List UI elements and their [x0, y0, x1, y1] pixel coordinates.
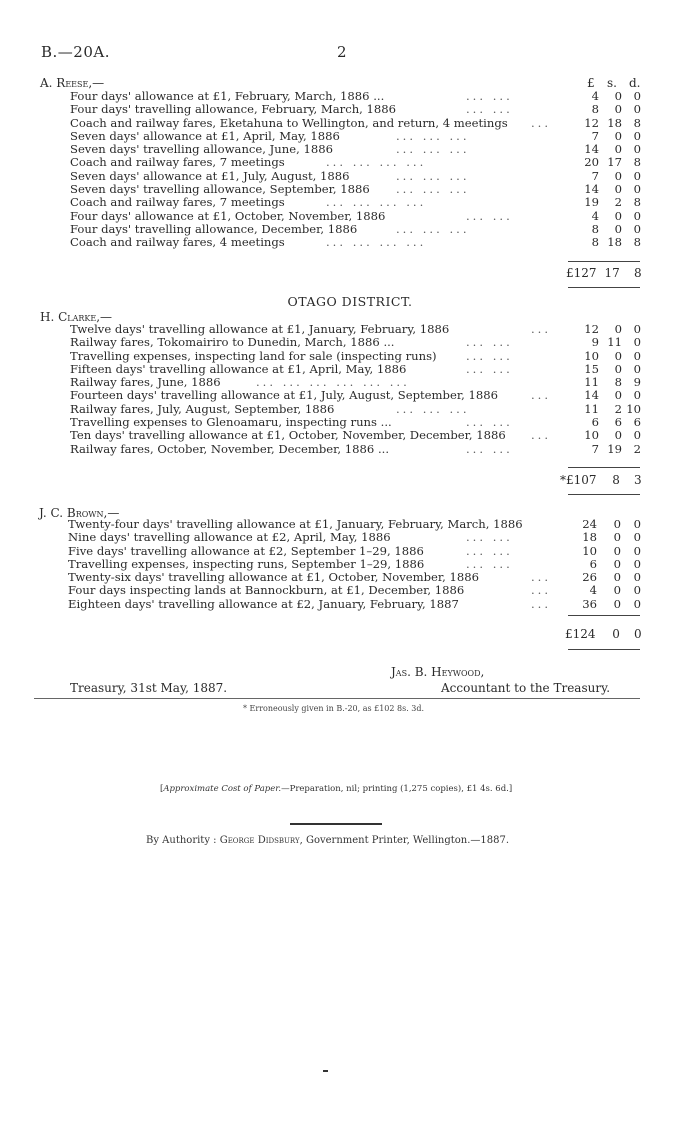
row-pounds: 7 — [591, 128, 599, 143]
row-description: Fourteen days' travelling allowance at £1, July, August, September, 1886 — [70, 388, 498, 403]
row-pence: 9 — [633, 375, 641, 390]
row-pounds: 11 — [584, 375, 599, 390]
row-pounds: 14 — [584, 182, 599, 197]
cost-note — [160, 784, 512, 794]
district-heading: OTAGO DISTRICT. — [287, 294, 413, 309]
row-description: Eighteen days' travelling allowance at £2, January, February, 1887 — [68, 596, 459, 611]
row-pounds: 4 — [591, 89, 599, 103]
row-pence: 0 — [633, 102, 641, 117]
row-shillings: 0 — [614, 102, 622, 117]
table-row — [0, 584, 700, 597]
row-pence: 0 — [633, 583, 641, 598]
row-pence: 10 — [626, 401, 641, 416]
row-pounds: 8 — [591, 235, 599, 250]
row-pounds: 8 — [591, 221, 599, 236]
row-leader-dots: ... — [531, 428, 552, 443]
row-leader-dots: ... — [531, 583, 552, 598]
row-pence: 6 — [633, 415, 641, 430]
row-description: Coach and railway fares, 7 meetings — [70, 155, 285, 170]
row-pounds: 19 — [584, 195, 599, 210]
row-description: Coach and railway fares, 7 meetings — [70, 195, 285, 210]
brown-rows — [0, 518, 700, 611]
table-row — [0, 103, 700, 116]
row-pounds: 15 — [584, 361, 599, 376]
row-leader-dots: ... ... — [466, 89, 513, 103]
row-description: Railway fares, October, November, December, 1886 ... — [70, 441, 390, 456]
row-description: Twelve days' travelling allowance at £1, January, February, 1886 — [70, 322, 450, 336]
row-shillings: 0 — [614, 168, 622, 183]
row-description: Ten days' travelling allowance at £1, October, November, December, 1886 — [70, 428, 506, 443]
total-rule — [568, 649, 640, 650]
row-leader-dots: ... ... ... — [396, 168, 470, 183]
page-number: 2 — [337, 43, 347, 61]
row-leader-dots: ... ... — [466, 335, 513, 350]
row-description: Seven days' allowance at £1, July, August, 1886 — [70, 168, 350, 183]
clarke-rows — [0, 323, 700, 456]
row-description: Four days' allowance at £1, October, November, 1886 — [70, 208, 386, 223]
row-pence: 0 — [633, 556, 641, 571]
row-shillings: 0 — [614, 361, 622, 376]
row-description: Coach and railway fares, Eketahuna to Wellington, and return, 4 meetings — [70, 115, 508, 130]
subtotal-rule — [568, 467, 640, 468]
total-pounds: *£107 — [560, 473, 597, 487]
subtotal-rule — [568, 261, 640, 262]
row-pounds: 10 — [582, 543, 597, 558]
row-description: Railway fares, July, August, September, 1886 — [70, 401, 335, 416]
table-row — [0, 90, 700, 103]
row-shillings: 0 — [614, 428, 622, 443]
column-head-shillings: s. — [607, 76, 617, 90]
table-row — [0, 183, 700, 196]
signatory-name: Jas. B. Heywood, — [391, 665, 485, 679]
table-row — [0, 336, 700, 349]
row-description: Four days' allowance at £1, February, March, 1886 ... — [70, 89, 385, 103]
row-pence: 0 — [633, 570, 641, 585]
table-row — [0, 117, 700, 130]
row-shillings: 18 — [607, 235, 622, 250]
row-shillings: 6 — [614, 415, 622, 430]
row-pence: 2 — [633, 441, 641, 456]
row-leader-dots: ... ... — [466, 530, 513, 545]
printer-authority — [146, 835, 509, 846]
row-shillings: 0 — [614, 388, 622, 403]
row-leader-dots: ... — [531, 322, 552, 336]
authority-rule — [290, 823, 382, 825]
row-shillings: 0 — [613, 517, 621, 531]
row-leader-dots: ... ... ... — [396, 142, 470, 157]
row-shillings: 8 — [614, 375, 622, 390]
reese-rows — [0, 90, 700, 250]
row-shillings: 0 — [613, 596, 621, 611]
table-row — [0, 196, 700, 209]
column-head-pence: d. — [629, 76, 641, 90]
cost-close-bracket: ] — [508, 784, 513, 794]
row-description: Four days' travelling allowance, February, March, 1886 — [70, 102, 397, 117]
row-description: Travelling expenses, inspecting land for sale (inspecting runs) — [70, 348, 437, 363]
printer-name: George Didsbury — [219, 835, 300, 846]
row-shillings: 0 — [614, 182, 622, 197]
authority-rest: , Government Printer, Wellington.—1887. — [299, 835, 510, 846]
row-leader-dots: ... ... ... — [396, 128, 470, 143]
row-pence: 8 — [633, 115, 641, 130]
row-pence: 0 — [633, 388, 641, 403]
table-row — [0, 389, 700, 402]
table-row — [0, 416, 700, 429]
row-shillings: 0 — [614, 208, 622, 223]
total-pence: 0 — [634, 627, 642, 641]
row-description: Fifteen days' travelling allowance at £1, April, May, 1886 — [70, 361, 407, 376]
row-leader-dots: ... ... ... ... — [326, 195, 427, 210]
cost-open-bracket: [ — [160, 784, 164, 794]
section-total-clarke — [560, 473, 642, 487]
table-row — [0, 363, 700, 376]
row-leader-dots: ... ... — [466, 361, 513, 376]
row-pounds: 18 — [582, 530, 597, 545]
row-pence: 0 — [633, 322, 641, 336]
row-description: Coach and railway fares, 4 meetings — [70, 235, 285, 250]
section-total-reese — [566, 266, 642, 280]
row-pounds: 10 — [584, 428, 599, 443]
table-row — [0, 350, 700, 363]
row-pence: 0 — [633, 348, 641, 363]
table-row — [0, 545, 700, 558]
row-shillings: 0 — [613, 556, 621, 571]
row-shillings: 2 — [614, 195, 622, 210]
row-leader-dots: ... ... — [466, 441, 513, 456]
row-shillings: 11 — [607, 335, 622, 350]
row-pence: 0 — [633, 596, 641, 611]
table-row — [0, 531, 700, 544]
row-pounds: 12 — [584, 115, 599, 130]
signatory-title: Accountant to the Treasury. — [441, 681, 611, 695]
cost-note-text: —Preparation, nil; printing (1,275 copies), £1 4s. 6d. — [281, 784, 509, 794]
total-rule — [568, 287, 640, 288]
total-pounds: £127 — [566, 266, 597, 280]
row-leader-dots: ... ... ... ... ... ... — [256, 375, 410, 390]
row-description: Travelling expenses to Glenoamaru, inspecting runs ... — [70, 415, 392, 430]
row-description: Seven days' travelling allowance, September, 1886 — [70, 182, 370, 197]
row-pounds: 7 — [591, 441, 599, 456]
row-description: Four days' travelling allowance, December, 1886 — [70, 221, 358, 236]
total-shillings: 17 — [604, 266, 620, 280]
row-pounds: 14 — [584, 142, 599, 157]
row-description: Twenty-four days' travelling allowance at £1, January, February, March, 1886 — [68, 517, 523, 531]
row-description: Seven days' allowance at £1, April, May, 1886 — [70, 128, 340, 143]
table-row — [0, 156, 700, 169]
row-leader-dots: ... — [531, 570, 552, 585]
row-description: Five days' travelling allowance at £2, September 1–29, 1886 — [68, 543, 424, 558]
document-reference: B.—20A. — [41, 43, 110, 61]
table-row — [0, 518, 700, 531]
table-row — [0, 429, 700, 442]
row-pence: 0 — [633, 142, 641, 157]
section-name-brown: J. C. Brown,— — [39, 506, 120, 520]
footnote-rule — [34, 698, 640, 699]
row-pounds: 4 — [591, 208, 599, 223]
row-description: Seven days' travelling allowance, June, 1886 — [70, 142, 333, 157]
row-pence: 0 — [633, 208, 641, 223]
row-pounds: 6 — [589, 556, 597, 571]
row-pounds: 14 — [584, 388, 599, 403]
row-leader-dots: ... ... — [466, 415, 513, 430]
total-shillings: 8 — [612, 473, 620, 487]
row-shillings: 0 — [613, 543, 621, 558]
row-description: Railway fares, June, 1886 — [70, 375, 221, 390]
table-row — [0, 143, 700, 156]
row-description: Nine days' travelling allowance at £2, April, May, 1886 — [68, 530, 391, 545]
row-pounds: 4 — [589, 583, 597, 598]
table-row — [0, 598, 700, 611]
row-shillings: 0 — [613, 530, 621, 545]
row-leader-dots: ... ... — [466, 348, 513, 363]
column-head-pounds: £ — [587, 76, 595, 90]
row-shillings: 2 — [614, 401, 622, 416]
row-leader-dots: ... — [531, 596, 552, 611]
row-pence: 8 — [633, 155, 641, 170]
row-pence: 0 — [633, 543, 641, 558]
row-leader-dots: ... ... ... ... — [326, 235, 427, 250]
row-pence: 0 — [633, 168, 641, 183]
table-row — [0, 403, 700, 416]
row-pounds: 12 — [584, 322, 599, 336]
row-leader-dots: ... ... — [466, 102, 513, 117]
row-leader-dots: ... — [531, 115, 552, 130]
row-pence: 0 — [633, 182, 641, 197]
table-row — [0, 443, 700, 456]
total-shillings: 0 — [612, 627, 620, 641]
total-pence: 8 — [634, 266, 642, 280]
row-shillings: 0 — [614, 89, 622, 103]
row-description: Travelling expenses, inspecting runs, September 1–29, 1886 — [68, 556, 425, 571]
table-row — [0, 223, 700, 236]
section-name-clarke: H. Clarke,— — [40, 310, 113, 324]
row-shillings: 0 — [614, 128, 622, 143]
row-pounds: 9 — [591, 335, 599, 350]
cost-note-label: Approximate Cost of Paper. — [163, 784, 282, 794]
row-shillings: 0 — [614, 142, 622, 157]
table-row — [0, 170, 700, 183]
row-leader-dots: ... ... ... ... — [326, 155, 427, 170]
row-pounds: 8 — [591, 102, 599, 117]
row-pence: 0 — [633, 128, 641, 143]
row-description: Railway fares, Tokomairiro to Dunedin, March, 1886 ... — [70, 335, 395, 350]
table-row — [0, 558, 700, 571]
row-pounds: 36 — [582, 596, 597, 611]
print-speck — [323, 1070, 328, 1072]
section-total-brown — [565, 627, 642, 641]
row-pounds: 11 — [584, 401, 599, 416]
table-row — [0, 571, 700, 584]
row-leader-dots: ... ... — [466, 543, 513, 558]
row-description: Four days inspecting lands at Bannockburn, at £1, December, 1886 — [68, 583, 465, 598]
table-row — [0, 130, 700, 143]
row-shillings: 0 — [614, 221, 622, 236]
row-shillings: 17 — [607, 155, 622, 170]
table-row — [0, 210, 700, 223]
row-pence: 0 — [633, 428, 641, 443]
row-leader-dots: ... ... ... — [396, 182, 470, 197]
date-line: Treasury, 31st May, 1887. — [70, 681, 228, 695]
row-leader-dots: ... ... — [466, 208, 513, 223]
row-pence: 0 — [633, 530, 641, 545]
row-shillings: 0 — [614, 348, 622, 363]
row-pence: 8 — [633, 195, 641, 210]
row-pounds: 26 — [582, 570, 597, 585]
row-pence: 0 — [633, 221, 641, 236]
total-pence: 3 — [634, 473, 642, 487]
row-shillings: 18 — [607, 115, 622, 130]
row-pounds: 20 — [584, 155, 599, 170]
row-pounds: 24 — [582, 517, 597, 531]
authority-prefix: By Authority : — [146, 835, 220, 846]
footnote: * Erroneously given in B.-20, as £102 8s. 3d. — [243, 704, 425, 713]
table-row — [0, 236, 700, 249]
row-leader-dots: ... ... ... — [396, 401, 470, 416]
subtotal-rule — [568, 615, 640, 616]
row-description: Twenty-six days' travelling allowance at £1, October, November, 1886 — [68, 570, 480, 585]
row-pounds: 7 — [591, 168, 599, 183]
row-leader-dots: ... — [531, 388, 552, 403]
row-leader-dots: ... ... — [466, 556, 513, 571]
row-pounds: 10 — [584, 348, 599, 363]
row-leader-dots: ... ... ... — [396, 221, 470, 236]
row-shillings: 0 — [613, 583, 621, 598]
table-row — [0, 376, 700, 389]
total-rule — [568, 494, 640, 495]
section-name-reese: A. Reese,— — [40, 76, 105, 90]
row-pounds: 6 — [591, 415, 599, 430]
row-pence: 0 — [633, 89, 641, 103]
row-pence: 0 — [633, 335, 641, 350]
row-pence: 8 — [633, 235, 641, 250]
table-row — [0, 323, 700, 336]
row-shillings: 19 — [607, 441, 622, 456]
row-shillings: 0 — [613, 570, 621, 585]
row-pence: 0 — [633, 517, 641, 531]
row-pence: 0 — [633, 361, 641, 376]
row-shillings: 0 — [614, 322, 622, 336]
total-pounds: £124 — [565, 627, 596, 641]
